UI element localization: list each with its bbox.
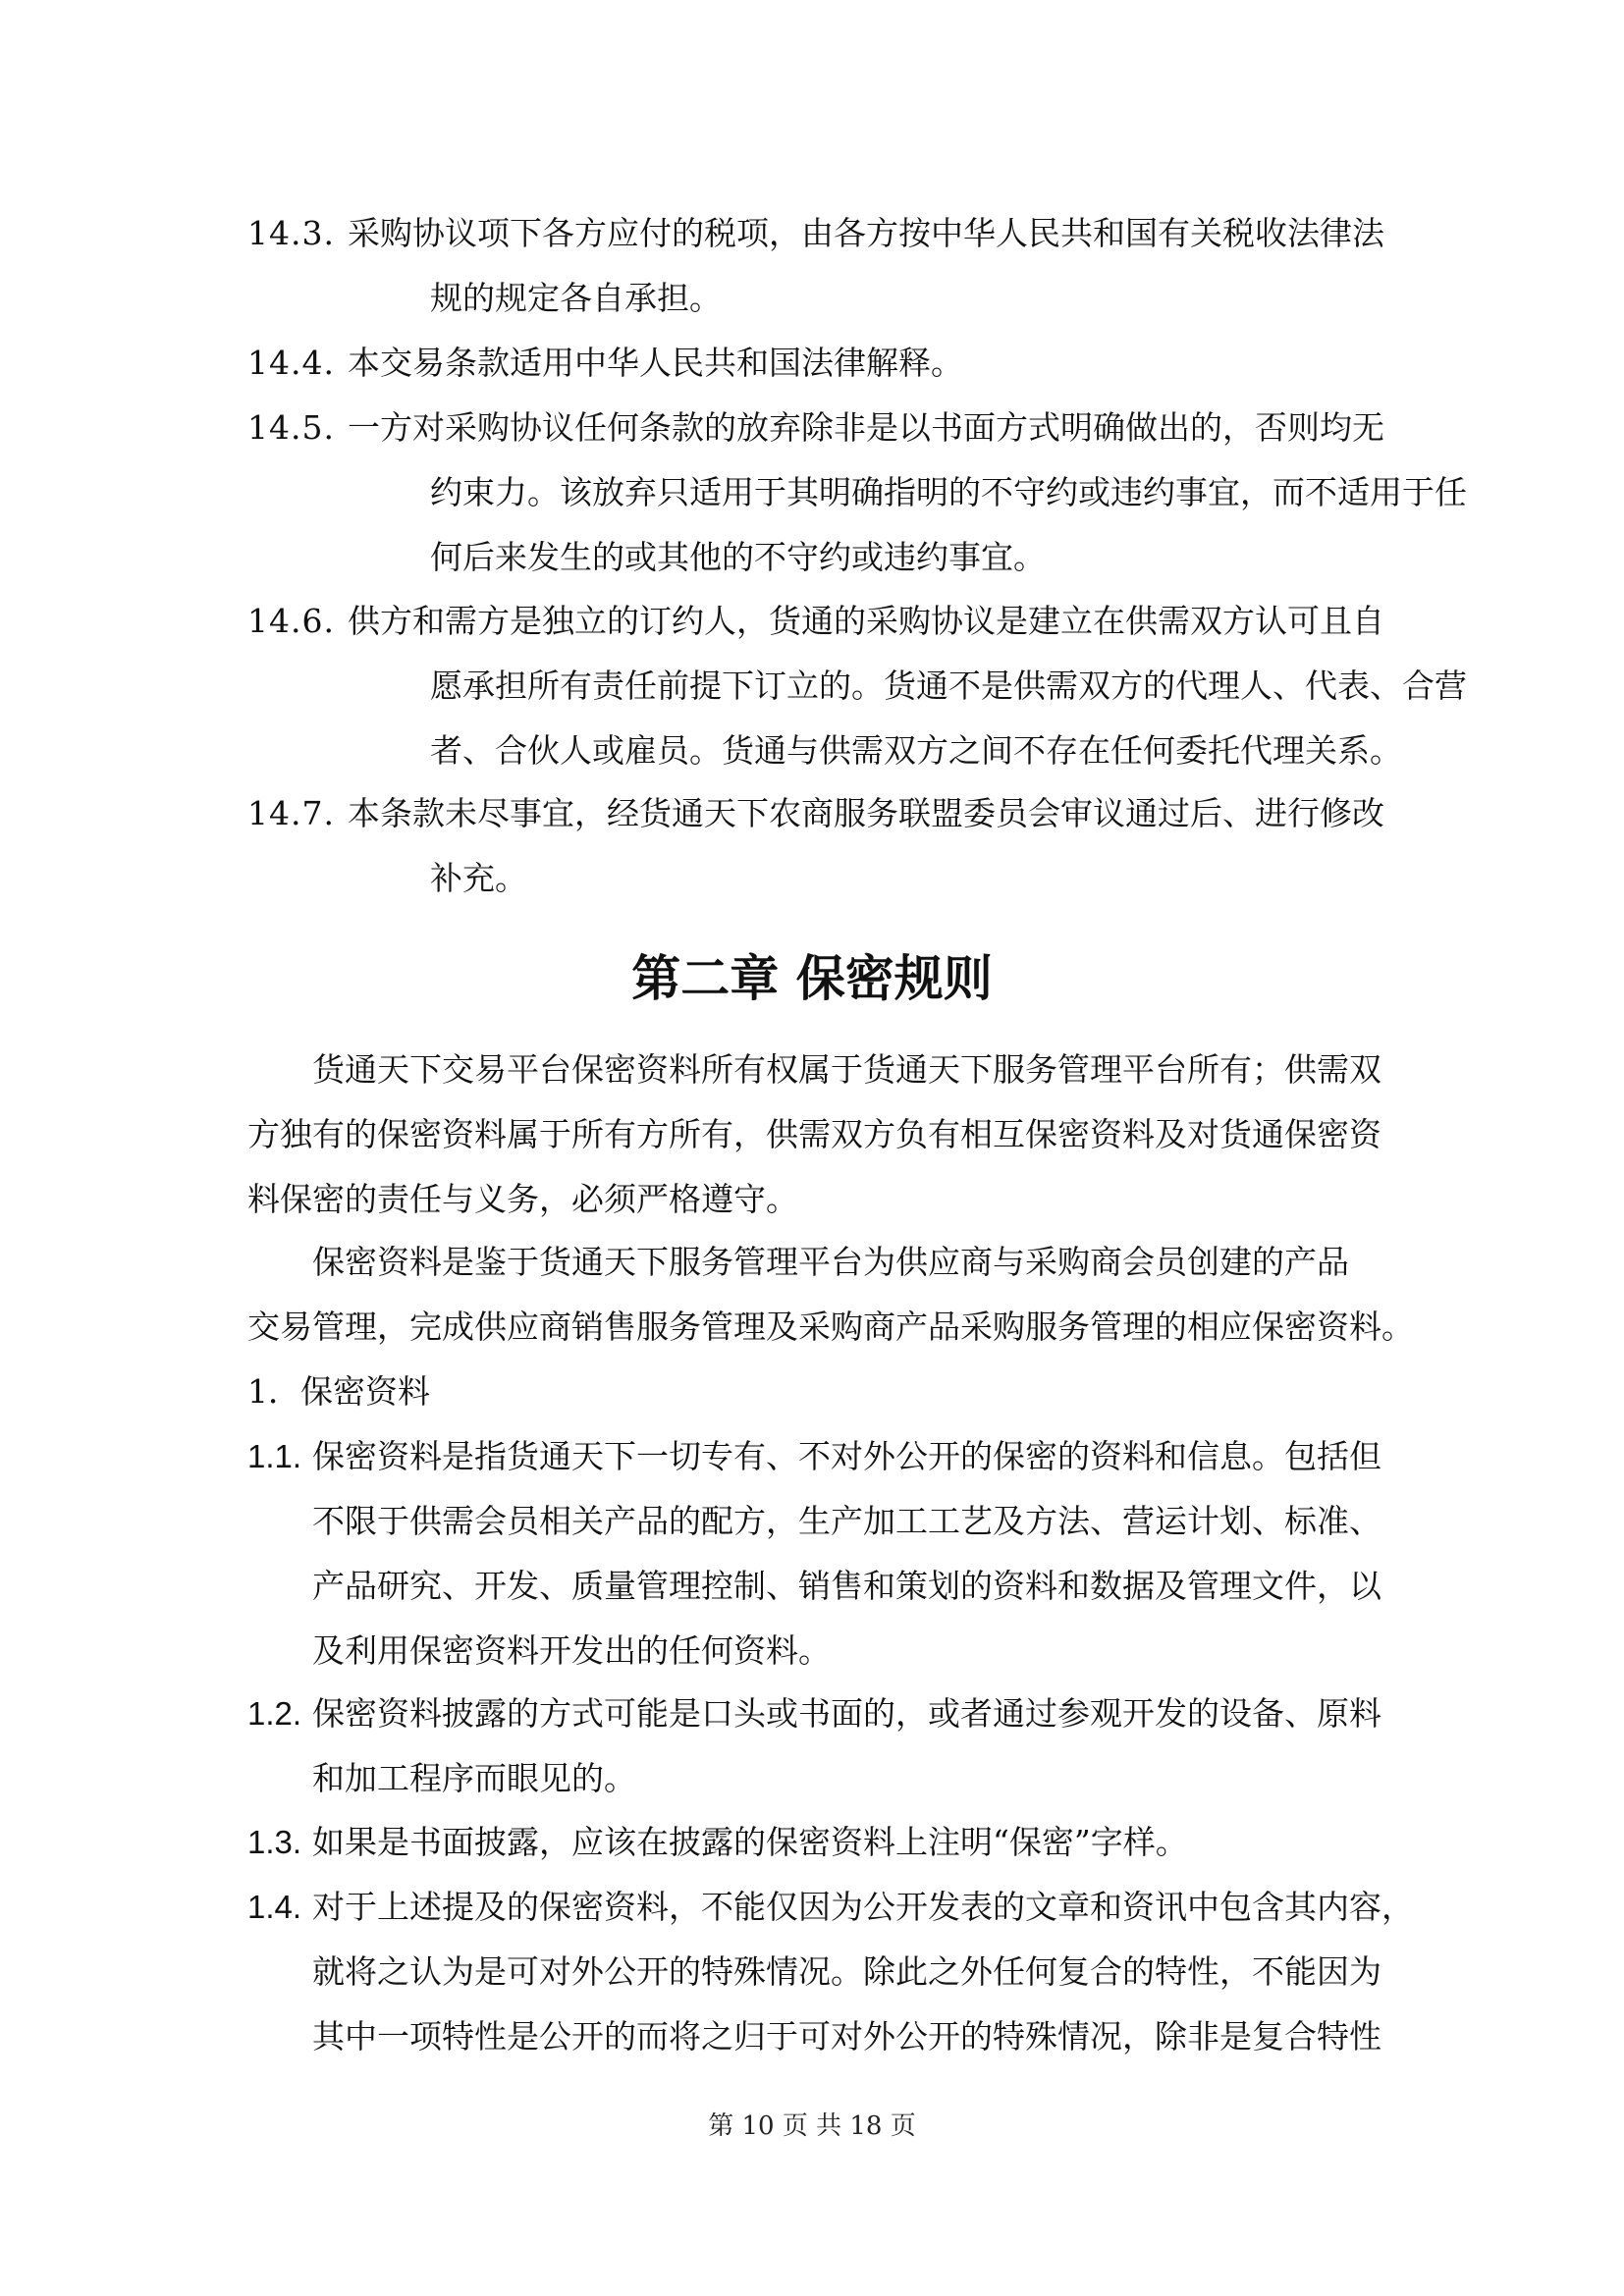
item-number: 1.3. [247, 1824, 302, 1860]
paragraph-line: 方独有的保密资料属于所有方所有，供需双方负有相互保密资料及对货通保密资 [247, 1115, 1381, 1153]
clause-line: 约束力。该放弃只适用于其明确指明的不守约或违约事宜，而不适用于任 [430, 473, 1467, 511]
item-line: 其中一项特性是公开的而将之归于可对外公开的特殊情况，除非是复合特性 [312, 2017, 1381, 2056]
subheading-confidential-info: 1．保密资料 [247, 1372, 430, 1411]
paragraph-ownership [247, 1038, 1406, 1232]
clause-14-4 [247, 331, 1406, 396]
clause-14-5 [247, 396, 1467, 590]
paragraph-line: 货通天下交易平台保密资料所有权属于货通天下服务管理平台所有；供需双 [312, 1050, 1381, 1089]
clause-line: 规的规定各自承担。 [430, 279, 722, 317]
clause-number: 14.7. [247, 794, 335, 832]
item-line: 产品研究、开发、质量管理控制、销售和策划的资料和数据及管理文件，以 [312, 1567, 1381, 1605]
item-line: 如果是书面披露，应该在披露的保密资料上注明“保密”字样。 [312, 1823, 1188, 1861]
clause-line: 本条款未尽事宜，经货通天下农商服务联盟委员会审议通过后、进行修改 [348, 794, 1384, 832]
clause-line: 采购协议项下各方应付的税项，由各方按中华人民共和国有关税收法律法 [348, 214, 1384, 252]
clause-line: 愿承担所有责任前提下订立的。货通不是供需双方的代理人、代表、合营 [430, 667, 1467, 705]
paragraph-line: 交易管理，完成供应商销售服务管理及采购商产品采购服务管理的相应保密资料。 [247, 1308, 1414, 1346]
clause-line: 供方和需方是独立的订约人，货通的采购协议是建立在供需双方认可且自 [348, 602, 1384, 640]
item-line: 保密资料披露的方式可能是口头或书面的，或者通过参观开发的设备、原料 [312, 1694, 1381, 1733]
chapter-title: 第二章 保密规则 [631, 950, 993, 1007]
item-line: 不限于供需会员相关产品的配方，生产加工工艺及方法、营运计划、标准、 [312, 1502, 1381, 1540]
item-number: 1.1. [247, 1438, 302, 1474]
item-1-2 [247, 1682, 1406, 1811]
clause-number: 14.6. [247, 602, 335, 640]
clause-line: 本交易条款适用中华人民共和国法律解释。 [348, 344, 963, 382]
item-1-4 [247, 1875, 1414, 2069]
item-line: 就将之认为是可对外公开的特殊情况。除此之外任何复合的特性，不能因为 [312, 1952, 1381, 1991]
item-number: 1.2. [247, 1695, 302, 1732]
item-line: 和加工程序而眼见的。 [312, 1759, 636, 1797]
clause-14-7 [247, 781, 1406, 911]
paragraph-line: 保密资料是鉴于货通天下服务管理平台为供应商与采购商会员创建的产品 [312, 1243, 1349, 1281]
clause-line: 一方对采购协议任何条款的放弃除非是以书面方式明确做出的，否则均无 [348, 408, 1384, 447]
paragraph-line: 料保密的责任与义务，必须严格遵守。 [247, 1180, 798, 1218]
clause-number: 14.3. [247, 214, 335, 252]
clause-number: 14.4. [247, 344, 335, 382]
clause-14-3 [247, 201, 1406, 331]
item-line: 保密资料是指货通天下一切专有、不对外公开的保密的资料和信息。包括但 [312, 1437, 1381, 1475]
page-footer: 第 10 页 共 18 页 [708, 2111, 916, 2141]
clause-line: 补充。 [430, 859, 527, 897]
clause-number: 14.5. [247, 408, 335, 447]
item-line: 及利用保密资料开发出的任何资料。 [312, 1631, 831, 1670]
item-line: 对于上述提及的保密资料，不能仅因为公开发表的文章和资讯中包含其内容， [312, 1888, 1414, 1926]
clause-line: 者、合伙人或雇员。货通与供需双方之间不存在任何委托代理关系。 [430, 731, 1402, 770]
paragraph-definition [247, 1230, 1414, 1360]
clause-14-6 [247, 589, 1467, 783]
item-1-1 [247, 1424, 1406, 1683]
clause-line: 何后来发生的或其他的不守约或违约事宜。 [430, 538, 1046, 576]
item-number: 1.4. [247, 1889, 302, 1925]
item-1-3 [247, 1810, 1406, 1875]
